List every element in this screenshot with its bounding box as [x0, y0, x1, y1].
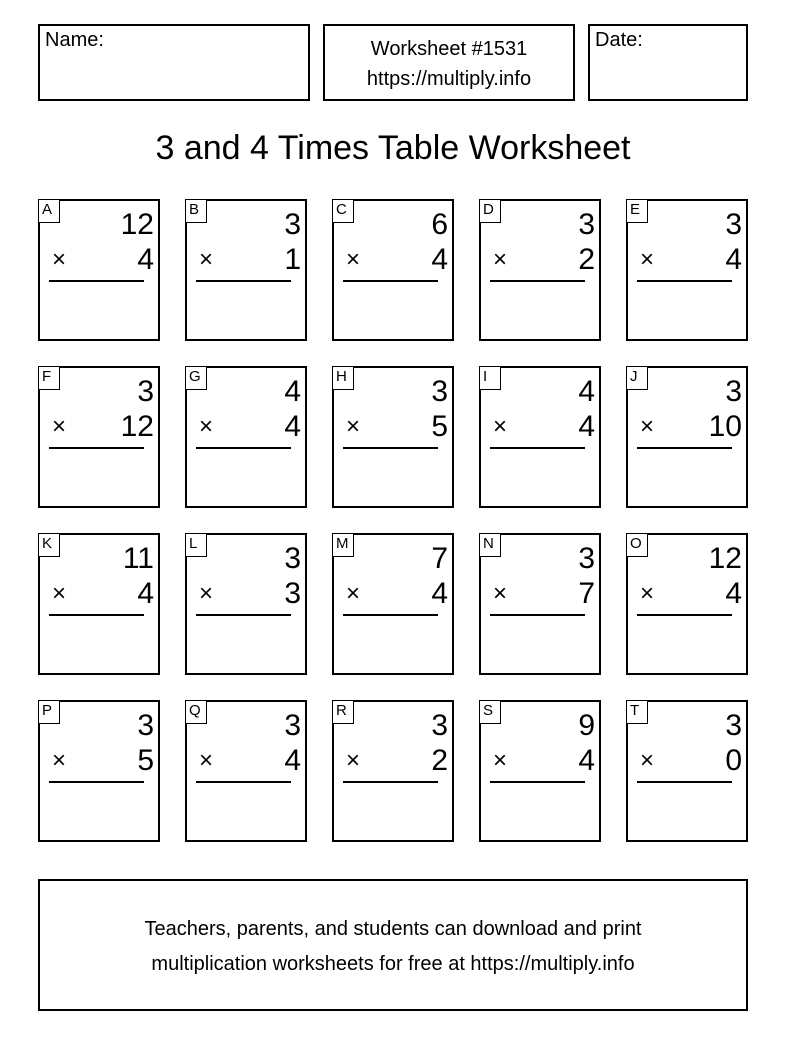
problem-letter: C — [332, 199, 354, 223]
problem-card — [38, 366, 160, 508]
worksheet-number: Worksheet #1531 — [370, 38, 528, 60]
multiplier: 4 — [725, 577, 742, 610]
times-sign: × — [346, 580, 361, 607]
answer-line — [196, 614, 291, 616]
multiplier: 5 — [431, 410, 448, 443]
answer-line — [196, 280, 291, 282]
problem-card — [626, 199, 748, 341]
problem-card — [185, 366, 307, 508]
answer-line — [49, 280, 144, 282]
problem-card — [332, 700, 454, 842]
multiplicand: 3 — [578, 542, 595, 575]
date-label: Date: — [595, 29, 643, 51]
multiplicand: 3 — [431, 375, 448, 408]
times-sign: × — [493, 413, 508, 440]
times-sign: × — [199, 246, 214, 273]
times-sign: × — [52, 747, 67, 774]
multiplicand: 3 — [725, 375, 742, 408]
answer-line — [490, 447, 585, 449]
answer-line — [490, 781, 585, 783]
multiplier: 7 — [578, 577, 595, 610]
answer-line — [343, 614, 438, 616]
multiplier: 4 — [431, 577, 448, 610]
multiplicand: 12 — [120, 208, 154, 241]
problem-card — [479, 199, 601, 341]
answer-line — [490, 280, 585, 282]
multiplier: 4 — [284, 744, 301, 777]
problem-letter: T — [626, 700, 648, 724]
times-sign: × — [640, 246, 655, 273]
answer-line — [343, 781, 438, 783]
multiplicand: 3 — [725, 208, 742, 241]
problem-card — [332, 199, 454, 341]
times-sign: × — [52, 580, 67, 607]
name-label: Name: — [45, 29, 104, 51]
multiplicand: 11 — [122, 542, 154, 575]
multiplicand: 3 — [725, 709, 742, 742]
problem-card — [626, 533, 748, 675]
problem-letter: M — [332, 533, 354, 557]
answer-line — [49, 781, 144, 783]
times-sign: × — [346, 747, 361, 774]
answer-line — [637, 447, 732, 449]
times-sign: × — [346, 413, 361, 440]
answer-line — [490, 614, 585, 616]
worksheet-info-box — [323, 24, 575, 101]
multiplicand: 6 — [431, 208, 448, 241]
problem-card — [479, 533, 601, 675]
multiplier: 5 — [137, 744, 154, 777]
problem-letter: B — [185, 199, 207, 223]
times-sign: × — [640, 747, 655, 774]
problem-card — [185, 199, 307, 341]
times-sign: × — [199, 747, 214, 774]
problem-letter: E — [626, 199, 648, 223]
multiplier: 2 — [578, 243, 595, 276]
multiplicand: 4 — [284, 375, 301, 408]
footer-line-2: multiplication worksheets for free at https://multiply.info — [151, 953, 635, 975]
times-sign: × — [52, 413, 67, 440]
multiplier: 10 — [708, 410, 742, 443]
multiplier: 3 — [284, 577, 301, 610]
name-field-box — [38, 24, 310, 101]
date-field-box — [588, 24, 748, 101]
answer-line — [196, 781, 291, 783]
site-url: https://multiply.info — [366, 68, 532, 90]
times-sign: × — [493, 747, 508, 774]
multiplier: 4 — [284, 410, 301, 443]
problem-card — [38, 700, 160, 842]
problem-card — [479, 700, 601, 842]
problem-letter: F — [38, 366, 60, 390]
answer-line — [49, 447, 144, 449]
multiplicand: 3 — [284, 542, 301, 575]
times-sign: × — [493, 580, 508, 607]
multiplicand: 3 — [137, 709, 154, 742]
multiplier: 4 — [137, 243, 154, 276]
multiplicand: 3 — [431, 709, 448, 742]
answer-line — [637, 280, 732, 282]
footer-box — [38, 879, 748, 1011]
problem-letter: H — [332, 366, 354, 390]
answer-line — [49, 614, 144, 616]
multiplier: 2 — [431, 744, 448, 777]
footer-line-1: Teachers, parents, and students can download and print — [144, 918, 642, 940]
multiplicand: 3 — [578, 208, 595, 241]
problem-letter: R — [332, 700, 354, 724]
multiplicand: 3 — [137, 375, 154, 408]
times-sign: × — [640, 580, 655, 607]
multiplier: 4 — [725, 243, 742, 276]
answer-line — [343, 280, 438, 282]
problem-letter: J — [626, 366, 648, 390]
multiplicand: 3 — [284, 208, 301, 241]
times-sign: × — [52, 246, 67, 273]
problem-letter: I — [479, 366, 501, 390]
problem-card — [332, 533, 454, 675]
problem-letter: Q — [185, 700, 207, 724]
problem-card — [38, 533, 160, 675]
times-sign: × — [199, 413, 214, 440]
multiplier: 4 — [137, 577, 154, 610]
times-sign: × — [493, 246, 508, 273]
problem-letter: O — [626, 533, 648, 557]
problem-card — [185, 700, 307, 842]
times-sign: × — [199, 580, 214, 607]
multiplicand: 3 — [284, 709, 301, 742]
problem-letter: G — [185, 366, 207, 390]
multiplicand: 12 — [708, 542, 742, 575]
answer-line — [637, 614, 732, 616]
multiplier: 1 — [284, 243, 301, 276]
problem-card — [185, 533, 307, 675]
problem-letter: N — [479, 533, 501, 557]
multiplicand: 9 — [578, 709, 595, 742]
problem-letter: P — [38, 700, 60, 724]
problem-card — [332, 366, 454, 508]
multiplicand: 7 — [431, 542, 448, 575]
answer-line — [196, 447, 291, 449]
problem-card — [626, 366, 748, 508]
problem-letter: L — [185, 533, 207, 557]
multiplicand: 4 — [578, 375, 595, 408]
problem-letter: D — [479, 199, 501, 223]
problem-card — [626, 700, 748, 842]
multiplier: 4 — [578, 410, 595, 443]
times-sign: × — [346, 246, 361, 273]
problem-letter: A — [38, 199, 60, 223]
times-sign: × — [640, 413, 655, 440]
page-title: 3 and 4 Times Table Worksheet — [155, 129, 631, 167]
answer-line — [637, 781, 732, 783]
problem-card — [479, 366, 601, 508]
multiplier: 4 — [431, 243, 448, 276]
multiplier: 0 — [725, 744, 742, 777]
problem-letter: S — [479, 700, 501, 724]
problem-card — [38, 199, 160, 341]
multiplier: 12 — [120, 410, 154, 443]
answer-line — [343, 447, 438, 449]
multiplier: 4 — [578, 744, 595, 777]
problem-letter: K — [38, 533, 60, 557]
